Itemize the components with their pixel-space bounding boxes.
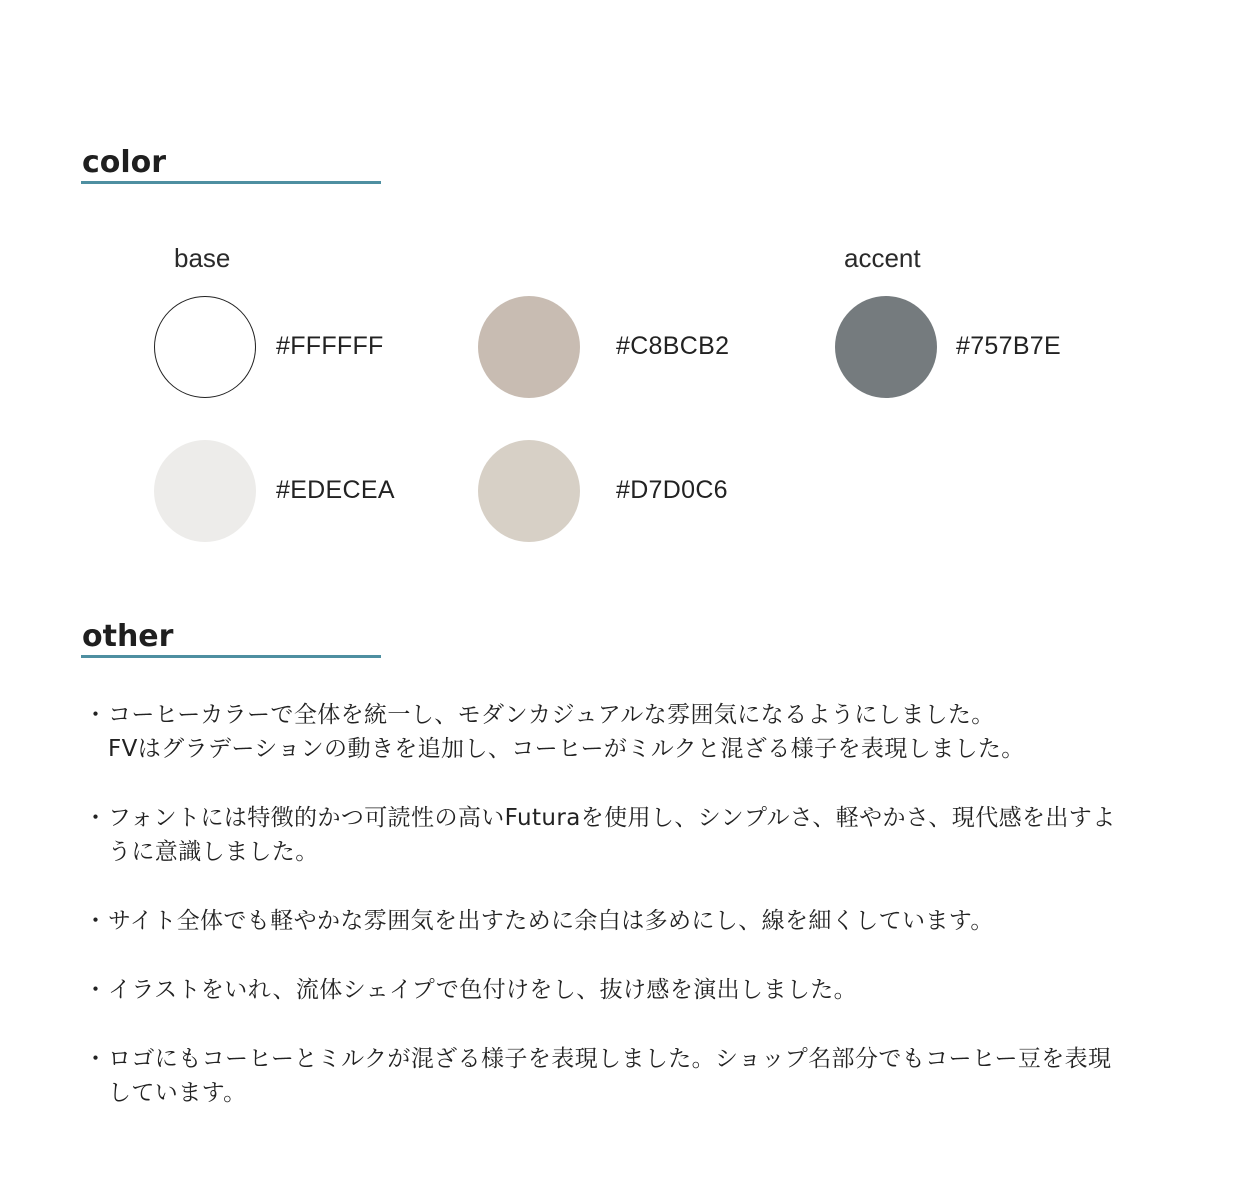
color-hex-taupe: #C8BCB2 — [616, 332, 730, 360]
note-line: コーヒーカラーで全体を統一し、モダンカジュアルな雰囲気になるようにしました。 — [108, 702, 995, 728]
note-line: フォントには特徴的かつ可読性の高いFuturaを使用し、シンプルさ、軽やかさ、現代感を出すよ — [108, 805, 1116, 831]
accent-group-label: accent — [844, 243, 921, 273]
bullet-mark: ・ — [84, 1046, 108, 1072]
note-line: ロゴにもコーヒーとミルクが混ざる様子を表現しました。ショップ名部分でもコーヒー豆を表現 — [108, 1046, 1112, 1072]
color-swatch-taupe — [478, 296, 580, 398]
bullet-mark: ・ — [84, 977, 108, 1003]
other-section-title: other — [82, 619, 174, 654]
color-swatch-white — [154, 296, 256, 398]
color-swatch-offwhite — [154, 440, 256, 542]
bullet-mark: ・ — [84, 908, 108, 934]
list-item — [82, 904, 1212, 938]
note-line: イラストをいれ、流体シェイプで色付けをし、抜け感を演出しました。 — [108, 977, 858, 1003]
color-hex-white: #FFFFFF — [276, 332, 384, 360]
other-section-underline — [81, 655, 381, 658]
color-swatch-gray — [835, 296, 937, 398]
bullet-mark: ・ — [84, 805, 108, 831]
note-line: サイト全体でも軽やかな雰囲気を出すために余白は多めにし、線を細くしています。 — [108, 908, 994, 934]
list-item — [82, 1042, 1212, 1110]
list-item — [82, 801, 1212, 869]
note-line: しています。 — [108, 1080, 247, 1106]
note-line: FVはグラデーションの動きを追加し、コーヒーがミルクと混ざる様子を表現しました。 — [108, 736, 1025, 762]
color-section-title: color — [82, 145, 167, 180]
base-group-label: base — [174, 243, 231, 273]
color-swatch-beige — [478, 440, 580, 542]
list-item — [82, 698, 1212, 766]
bullet-mark: ・ — [84, 702, 108, 728]
color-section-underline — [81, 181, 381, 184]
color-hex-gray: #757B7E — [956, 332, 1061, 360]
color-hex-beige: #D7D0C6 — [616, 476, 728, 504]
list-item — [82, 973, 1212, 1007]
notes-list — [82, 698, 1212, 1145]
note-line: うに意識しました。 — [108, 839, 319, 865]
color-hex-offwhite: #EDECEA — [276, 476, 395, 504]
